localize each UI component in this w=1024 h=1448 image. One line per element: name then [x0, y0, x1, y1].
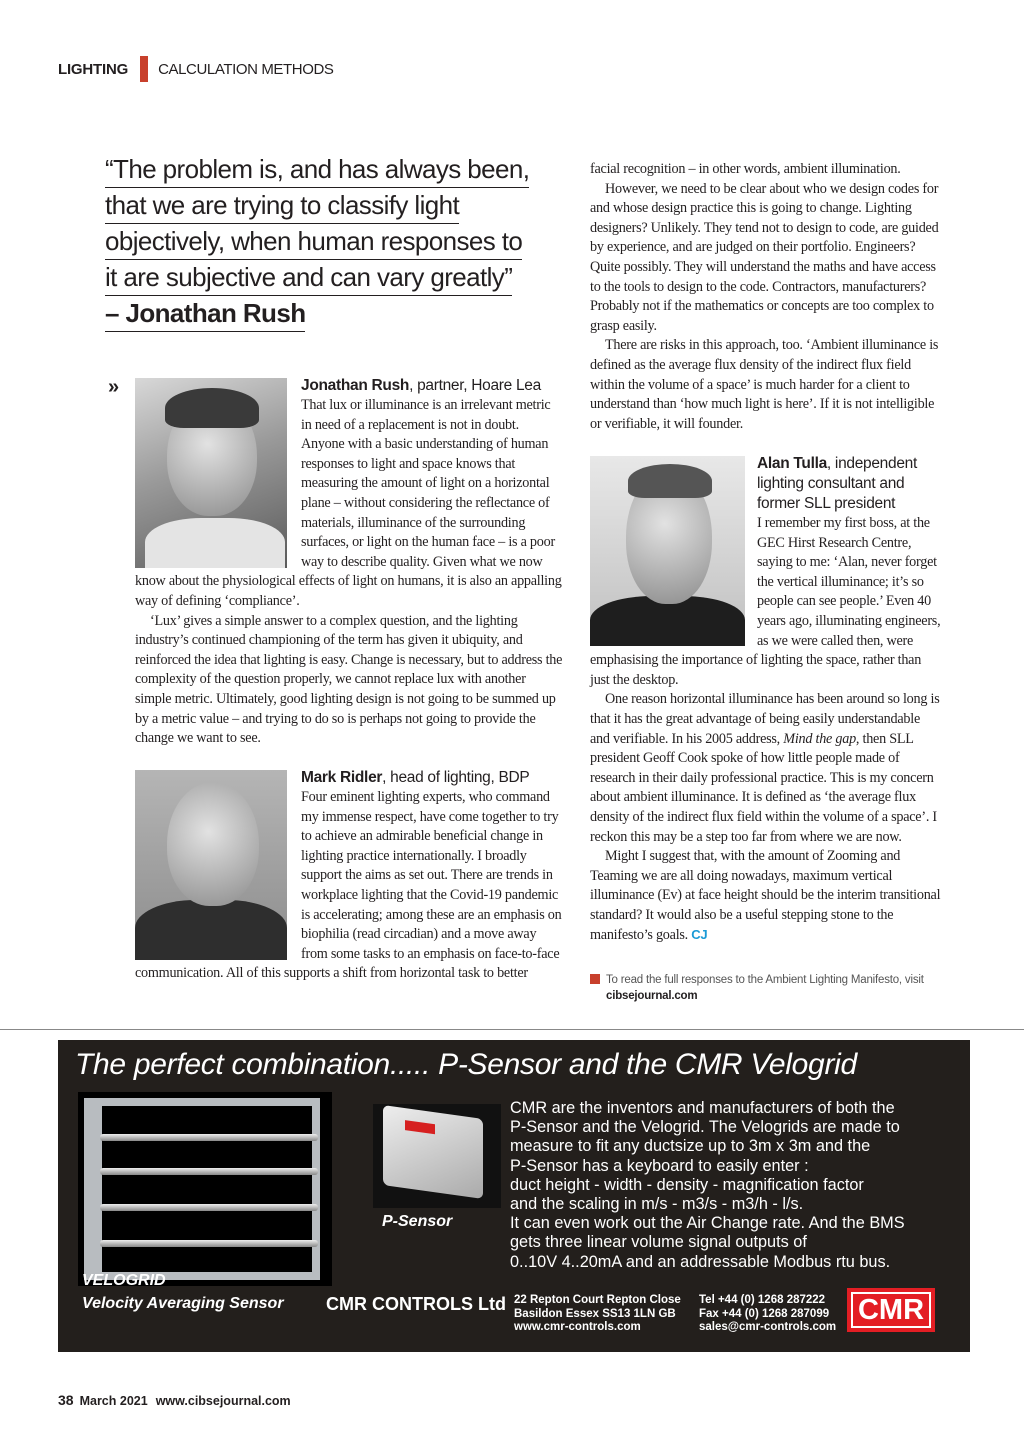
footer-site[interactable]: www.cibsejournal.com: [155, 1394, 291, 1408]
paragraph: There are risks in this approach, too. ‘Ambient illuminance is defined as the average flux density of the indirect flux field within the volume of a space’ is much harder for a client to understand than ‘how much light is here’. If it is not intelligible or verifiable, it will founder.: [590, 337, 939, 432]
respondent-name: Alan Tulla: [757, 455, 827, 472]
paragraph: I remember my first boss, at the GEC Hirst Research Centre, saying to me: ‘Alan, never forget the vertical illuminance; it’s so people can see people.’ Even 40 years ago, illuminating engineers, as we were called then, were emphasising the importance of lighting the space, rather than just the desktop.: [590, 515, 941, 688]
respondent-name: Mark Ridler: [301, 769, 383, 786]
portrait-jonathan-rush: [135, 378, 287, 568]
address-line: 22 Repton Court Repton Close: [514, 1294, 681, 1306]
square-bullet-icon: [590, 974, 600, 984]
section-label: LIGHTING: [58, 60, 129, 78]
footnote-text: To read the full responses to the Ambient Lighting Manifesto, visit: [606, 974, 924, 986]
footnote: [590, 972, 924, 1004]
velogrid-image: [78, 1092, 332, 1286]
portrait-mark-ridler: [135, 770, 287, 960]
quote-line: “The problem is, and has always been,: [105, 153, 529, 188]
email-link[interactable]: sales@cmr-controls.com: [699, 1321, 837, 1333]
p-sensor-image: [373, 1104, 501, 1208]
respondent-role: , independent lighting consultant and former SLL president: [757, 455, 917, 512]
company-name: CMR CONTROLS Ltd: [326, 1294, 506, 1314]
fax: Fax +44 (0) 1268 287099: [699, 1307, 830, 1320]
page-number: 38: [58, 1392, 74, 1408]
response-mark-ridler: [135, 768, 563, 984]
continued-column: [590, 160, 942, 434]
website-link[interactable]: www.cmr-controls.com: [514, 1321, 641, 1333]
response-jonathan-rush: [135, 376, 563, 749]
velogrid-caption: VELOGRID: [82, 1272, 166, 1289]
paragraph: That lux or illuminance is an irrelevant metric in need of a replacement is not in doubt. Anyone with a basic understanding of human responses to light and space knows that measuring the amount of light on a horizontal plane – without considering the reflectance of materials, illuminance of the surrounding surfaces, or light on the human face – is a poor way to describe quality. Given what we now know about the physiological effects of light on humans, it is also an appalling way of defining ‘compliance’.: [135, 397, 562, 609]
ad-line: P-Sensor and the Velogrid. The Velogrids are made to: [510, 1118, 900, 1137]
chevron-marker-icon: »: [108, 376, 120, 398]
paragraph: ‘Lux’ gives a simple answer to a complex question, and the lighting industry’s continued championing of the term has given it ubiquity, and reinforced the idea that lighting is easy. Change is necessary, but to address the complexity of the question properly, we cannot replace lux with another simple metric. Ultimately, good lighting design is not going to be summed up by a metric value – and trying to do so is perhaps not going to provide the change we want to see.: [135, 612, 563, 747]
paragraph: [590, 690, 942, 847]
response-alan-tulla: [590, 454, 942, 946]
velogrid-subcaption: Velocity Averaging Sensor: [82, 1295, 284, 1312]
ad-line: P-Sensor has a keyboard to easily enter :: [510, 1156, 809, 1175]
ad-line: 0..10V 4..20mA and an addressable Modbus rtu bus.: [510, 1252, 891, 1271]
subsection-label: CALCULATION METHODS: [158, 60, 334, 78]
section-header: [58, 56, 334, 82]
portrait-alan-tulla: [590, 456, 745, 646]
header-divider: [140, 56, 148, 82]
quote-line: that we are trying to classify light: [105, 189, 459, 224]
text-run: One reason horizontal illuminance has been around so long is that it has the great advantage of being easily understandable and verifiable. In his 2005 address,: [590, 691, 940, 747]
ad-line: It can even work out the Air Change rate. And the BMS: [510, 1214, 905, 1233]
address-line: Basildon Essex SS13 1LN GB: [514, 1307, 676, 1320]
paragraph: However, we need to be clear about who we design codes for and whose design practice this is going to change. Lighting designers? Unlikely. They tend not to design to code, are guided by experience, and are judged on their portfolio. Engineers? Quite possibly. They will understand the maths and have access to the tools to design to the code. Contractors, manufacturers? Probably not if the mathematics or concepts are too complex to grasp easily.: [590, 180, 939, 334]
quote-line: objectively, when human responses to: [105, 225, 522, 260]
phone: Tel +44 (0) 1268 287222: [699, 1294, 826, 1306]
text-run: , then SLL president Geoff Cook spoke of how little people made of research in their daily professional practice. This is my concern about ambient illuminance. It is defined as ‘the average flux density of the indirect flux field within the volume of a space’. I reckon this may be a step too far from where we are now.: [590, 730, 937, 845]
company-address: [514, 1294, 681, 1335]
paragraph: [590, 847, 942, 946]
quote-attribution: – Jonathan Rush: [105, 297, 305, 332]
ad-title: The perfect combination..... P-Sensor and the CMR Velogrid: [75, 1048, 857, 1081]
respondent-role: , head of lighting, BDP: [382, 769, 530, 786]
paragraph: facial recognition – in other words, ambient illumination.: [590, 161, 901, 177]
page-footer: [58, 1392, 291, 1408]
ad-line: and the scaling in m/s - m3/s - m3/h - l/s.: [510, 1195, 804, 1214]
footnote-link[interactable]: cibsejournal.com: [606, 990, 698, 1002]
advertisement: [58, 1040, 970, 1352]
end-mark: CJ: [691, 927, 708, 943]
ad-line: CMR are the inventors and manufacturers of both the: [510, 1099, 895, 1117]
ad-line: measure to fit any ductsize up to 3m x 3m and the: [510, 1137, 871, 1156]
p-sensor-caption: P-Sensor: [382, 1213, 453, 1230]
publication-title: Mind the gap: [783, 730, 856, 747]
ad-line: gets three linear volume signal outputs of: [510, 1233, 807, 1252]
text-run: Might I suggest that, with the amount of Zooming and Teaming we are all doing nowadays, maximum vertical illuminance (Ev) at face height should be the interim transitional standard? It would also be a useful stepping stone to the manifesto’s goals.: [590, 848, 941, 944]
company-contact: [699, 1294, 836, 1335]
divider: [0, 1029, 1024, 1030]
paragraph: Four eminent lighting experts, who command my immense respect, have come together to try to achieve an admirable beneficial change in lighting practice internationally. I broadly support the aims as set out. There are trends in workplace lighting that the Covid-19 pandemic is accelerating; among these are an emphasis on biophilia (read circadian) and a move away from some tasks to an emphasis on face-to-face communication. All of this supports a shift from horizontal task to better: [135, 789, 562, 982]
pull-quote: [105, 152, 545, 332]
respondent-name: Jonathan Rush: [301, 377, 410, 394]
respondent-role: , partner, Hoare Lea: [409, 377, 541, 394]
quote-line: it are subjective and can vary greatly”: [105, 261, 512, 296]
cmr-logo: CMR: [847, 1288, 935, 1332]
ad-line: duct height - width - density - magnification factor: [510, 1175, 864, 1194]
issue-date: March 2021: [79, 1394, 148, 1408]
ad-body: [510, 1099, 950, 1272]
